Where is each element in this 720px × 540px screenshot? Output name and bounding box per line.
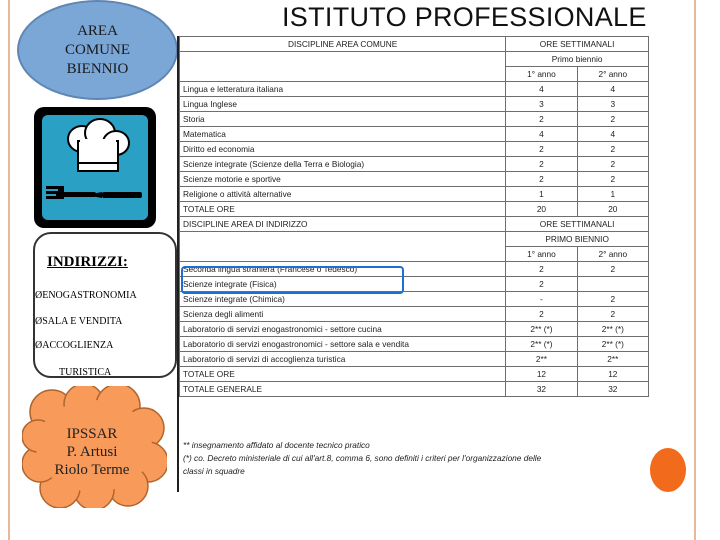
table-row xyxy=(180,97,649,112)
table-cell: Storia xyxy=(180,112,506,127)
table-row xyxy=(180,157,649,172)
ore-header: ORE SETTIMANALI xyxy=(506,37,649,52)
table-row xyxy=(180,307,649,322)
area-comune-label: AREA COMUNE BIENNIO xyxy=(64,22,130,77)
table-cell: Scienza degli alimenti xyxy=(180,307,506,322)
table-cell: Scienze integrate (Scienze della Terra e Biologia) xyxy=(180,157,506,172)
indirizzo-item: TURISTICA xyxy=(59,367,112,378)
indirizzi-title: INDIRIZZI: xyxy=(47,254,128,270)
school-name xyxy=(28,425,156,479)
table-cell: 1 xyxy=(577,187,648,202)
table-cell: 2 xyxy=(577,172,648,187)
table-cell: 2** (*) xyxy=(506,337,577,352)
highlight-box xyxy=(181,266,404,294)
table-cell: Scienze integrate (Chimica) xyxy=(180,292,506,307)
school-line: P. Artusi xyxy=(66,444,118,460)
chef-hat-icon xyxy=(68,119,129,171)
table-cell: Laboratorio di servizi enogastronomici - settore cucina xyxy=(180,322,506,337)
table-row xyxy=(180,217,649,232)
table-row xyxy=(180,337,649,352)
table-cell: 2 xyxy=(506,112,577,127)
table-cell: 2 xyxy=(577,307,648,322)
table-cell: 2 xyxy=(577,142,648,157)
table-cell: TOTALE ORE xyxy=(180,202,506,217)
common-header: DISCIPLINE AREA COMUNE xyxy=(180,37,506,52)
table-cell: 2 xyxy=(506,172,577,187)
table-cell: Laboratorio di servizi di accoglienza turistica xyxy=(180,352,506,367)
table-cell: Scienze motorie e sportive xyxy=(180,172,506,187)
table-cell: Diritto ed economia xyxy=(180,142,506,157)
indirizzo-item: ØACCOGLIENZA xyxy=(35,340,114,351)
table-row xyxy=(180,202,649,217)
table-row xyxy=(180,172,649,187)
table-cell: 2 xyxy=(577,157,648,172)
table-row xyxy=(180,382,649,397)
curriculum-table-panel xyxy=(177,36,647,492)
table-cell: 1 xyxy=(506,187,577,202)
primo-biennio: Primo biennio xyxy=(506,52,649,67)
table-cell: 2 xyxy=(506,262,577,277)
area-comune-oval xyxy=(17,0,178,100)
table-cell: Religione o attività alternative xyxy=(180,187,506,202)
indirizzo-item: ØENOGASTRONOMIA xyxy=(35,290,137,301)
table-cell: Matematica xyxy=(180,127,506,142)
table-cell: 3 xyxy=(577,97,648,112)
table-cell: 4 xyxy=(506,127,577,142)
table-cell: 2 xyxy=(506,277,577,292)
ore-header-2: ORE SETTIMANALI xyxy=(506,217,649,232)
table-cell: 4 xyxy=(506,82,577,97)
table-cell: TOTALE GENERALE xyxy=(180,382,506,397)
footnote: ** insegnamento affidato al docente tecnico pratico xyxy=(183,440,370,450)
fork-icon xyxy=(46,186,96,199)
table-cell: 12 xyxy=(506,367,577,382)
table-row xyxy=(180,367,649,382)
footnotes xyxy=(183,439,643,478)
table-cell: 2** xyxy=(577,352,648,367)
table-cell: Lingua Inglese xyxy=(180,97,506,112)
table-row xyxy=(180,187,649,202)
table-cell: 2 xyxy=(577,292,648,307)
table-cell: 2 xyxy=(506,142,577,157)
decorative-dot xyxy=(650,448,686,492)
frame-line-left xyxy=(8,0,10,540)
table-row xyxy=(180,322,649,337)
table-cell: 2° anno xyxy=(577,247,648,262)
table-cell: Lingua e letteratura italiana xyxy=(180,82,506,97)
table-cell: Scienze integrate (Fisica) xyxy=(180,277,506,292)
school-line: Riolo Terme xyxy=(54,462,130,478)
table-cell: 2 xyxy=(577,112,648,127)
primo-biennio-caps: PRIMO BIENNIO xyxy=(506,232,649,247)
table-cell: 2** (*) xyxy=(577,337,648,352)
table-row xyxy=(180,142,649,157)
table-cell: 2 xyxy=(506,307,577,322)
year1-header: 1° anno xyxy=(506,67,577,82)
indirizzo-header: DISCIPLINE AREA DI INDIRIZZO xyxy=(180,217,506,232)
indirizzo-item: ØSALA E VENDITA xyxy=(35,316,123,327)
table-cell: 1° anno xyxy=(506,247,577,262)
table-cell: TOTALE ORE xyxy=(180,367,506,382)
table-row xyxy=(180,352,649,367)
table-cell: 4 xyxy=(577,127,648,142)
table-cell: 2 xyxy=(506,157,577,172)
table-cell xyxy=(577,277,648,292)
table-cell: 32 xyxy=(577,382,648,397)
table-cell: 2** xyxy=(506,352,577,367)
table-cell: 3 xyxy=(506,97,577,112)
table-row xyxy=(180,37,649,52)
footnote: classi in squadre xyxy=(183,466,245,476)
footnote: (*) co. Decreto ministeriale di cui all'art.8, comma 6, sono definiti i criteri per l'organizzazione delle xyxy=(183,453,542,463)
school-line: IPSSAR xyxy=(66,426,118,442)
table-cell: 2 xyxy=(577,262,648,277)
year2-header: 2° anno xyxy=(577,67,648,82)
frame-line-right xyxy=(694,0,696,540)
table-cell: 32 xyxy=(506,382,577,397)
table-cell: 2** (*) xyxy=(577,322,648,337)
table-cell: 20 xyxy=(577,202,648,217)
curriculum-table xyxy=(179,36,649,397)
indirizzi-panel xyxy=(33,232,177,378)
table-cell: - xyxy=(506,292,577,307)
table-cell: Laboratorio di servizi enogastronomici - settore sala e vendita xyxy=(180,337,506,352)
chef-icon xyxy=(34,107,156,228)
table-cell: Seconda lingua straniera (Francese o Tedesco) xyxy=(180,262,506,277)
table-row xyxy=(180,52,649,67)
table-cell: 4 xyxy=(577,82,648,97)
table-cell: 20 xyxy=(506,202,577,217)
table-row xyxy=(180,127,649,142)
table-row xyxy=(180,82,649,97)
page-title: ISTITUTO PROFESSIONALE xyxy=(282,2,647,32)
table-cell: 2** (*) xyxy=(506,322,577,337)
table-row xyxy=(180,112,649,127)
table-row xyxy=(180,232,649,247)
table-cell: 12 xyxy=(577,367,648,382)
